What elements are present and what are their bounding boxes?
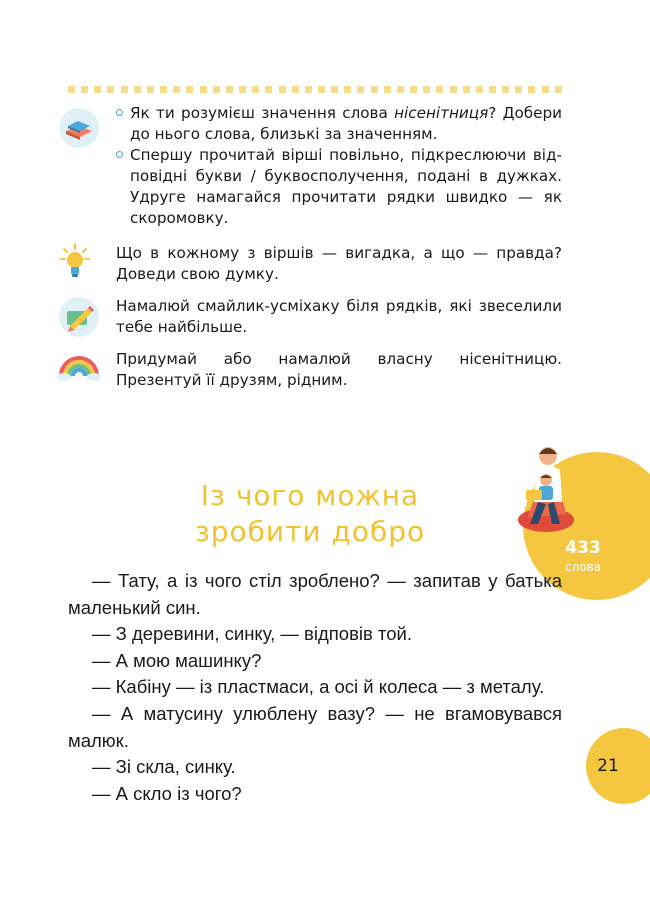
divider-dot [226, 86, 233, 93]
story-title [150, 478, 470, 550]
task-3 [116, 296, 562, 338]
pencil-icon [58, 296, 100, 338]
divider-dot [423, 86, 430, 93]
keyword: нісенітниця [394, 104, 489, 122]
word-count: 433 [565, 538, 601, 558]
page-number: 21 [597, 756, 619, 776]
book-icon [58, 107, 100, 149]
story-text [68, 568, 562, 807]
lightbulb-icon [58, 241, 100, 283]
dotted-divider [68, 86, 562, 94]
divider-dot [68, 86, 75, 93]
paragraph: — А мою машинку? [92, 649, 262, 671]
divider-dot [463, 86, 470, 93]
divider-dot [542, 86, 549, 93]
divider-dot [279, 86, 286, 93]
text: Що в кожному з віршів — вигадка, а що — правда? Доведи свою думку. [116, 244, 562, 283]
text: Як ти розумієш значення слова [130, 104, 395, 122]
title-line-1: Із чого можна [200, 479, 420, 512]
task-1-bullet-1 [116, 103, 562, 145]
divider-dot [384, 86, 391, 93]
divider-dot [476, 86, 483, 93]
divider-dot [436, 86, 443, 93]
divider-dot [239, 86, 246, 93]
divider-dot [528, 86, 535, 93]
divider-dot [489, 86, 496, 93]
paragraph: — А скло із чого? [92, 782, 242, 804]
divider-dot [94, 86, 101, 93]
task-4 [116, 349, 562, 391]
word-count-label: слова [564, 560, 602, 574]
divider-dot [515, 86, 522, 93]
divider-dot [252, 86, 259, 93]
divider-dot [173, 86, 180, 93]
text: Спершу прочитай вірші повільно, підкреслюючи відповідні букви / буквосполучення, подані в дужках. Удруге намагайся прочитати рядки швидко — як скоромовку. [130, 146, 562, 227]
bullet-icon [116, 151, 123, 158]
rainbow-icon [56, 346, 102, 388]
divider-dot [292, 86, 299, 93]
task-1-bullet-2 [116, 145, 562, 229]
divider-dot [305, 86, 312, 93]
divider-dot [186, 86, 193, 93]
father-son-illustration [512, 440, 582, 532]
text: Придумай або намалюй власну нісенітницю. Презентуй її друзям, рідним. [116, 350, 562, 389]
paragraph: — Кабіну — із пластмаси, а осі й колеса — з металу. [92, 676, 545, 698]
divider-dot [344, 86, 351, 93]
divider-dot [107, 86, 114, 93]
task-1 [116, 103, 562, 229]
divider-dot [160, 86, 167, 93]
divider-dot [371, 86, 378, 93]
paragraph: — Зі скла, синку. [92, 756, 236, 778]
divider-dot [121, 86, 128, 93]
divider-dot [265, 86, 272, 93]
text: ? Добери до нього слова, близькі за значенням. [130, 104, 562, 143]
divider-dot [147, 86, 154, 93]
divider-dot [200, 86, 207, 93]
paragraph: — Тату, а із чого стіл зроблено? — запитав у батька маленький син. [68, 570, 562, 618]
divider-dot [555, 86, 562, 93]
divider-dot [502, 86, 509, 93]
divider-dot [331, 86, 338, 93]
divider-dot [318, 86, 325, 93]
paragraph: — З деревини, синку, — відповів той. [92, 623, 413, 645]
bullet-icon [116, 109, 123, 116]
divider-dot [213, 86, 220, 93]
divider-dot [410, 86, 417, 93]
text: Намалюй смайлик-усміхаку біля рядків, які звеселили тебе найбільше. [116, 297, 562, 336]
divider-dot [81, 86, 88, 93]
title-line-2: зробити добро [194, 515, 426, 548]
divider-dot [134, 86, 141, 93]
divider-dot [357, 86, 364, 93]
divider-dot [397, 86, 404, 93]
divider-dot [450, 86, 457, 93]
paragraph: — А матусину улюблену вазу? — не вгамовувався малюк. [68, 702, 562, 751]
task-2 [116, 243, 562, 285]
